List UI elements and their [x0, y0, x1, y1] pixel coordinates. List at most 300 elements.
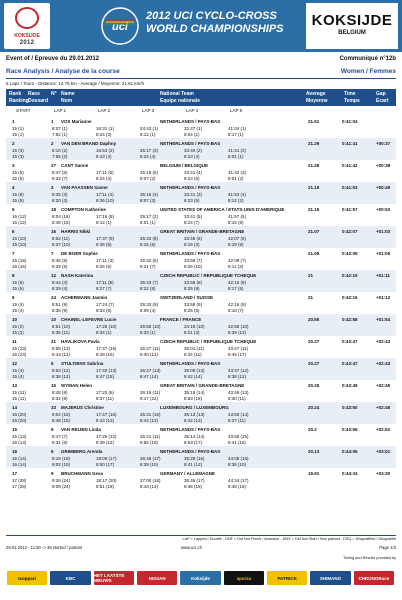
page-title: Race Analysis / Analyse de la course [6, 68, 120, 75]
rider-rank: 13 [12, 383, 18, 388]
rider-rank: 14 [12, 405, 18, 410]
lap1-cumulative: 8:10 (2) [52, 148, 68, 153]
lap2-cumulative: 17:25 (10) [96, 324, 117, 329]
lap4-time: 8:25 (8) [184, 308, 200, 313]
rider-average: 21 [308, 273, 314, 278]
rider-time: 0:43:49 [342, 383, 358, 388]
table-row [6, 248, 396, 270]
start-position: 16 (13) [12, 434, 27, 439]
start-position-2: 16 (13) [12, 440, 27, 445]
header-gap: Gap [376, 91, 386, 97]
rider-team: NETHERLANDS / PAYS-BAS [160, 141, 221, 146]
championship-title [146, 10, 284, 36]
rider-number: 5 [51, 361, 54, 366]
start-position-2: 16 (20) [12, 418, 27, 423]
lap4-time: 8:23 (5) [184, 198, 200, 203]
host-city-logo [306, 3, 398, 49]
lap5-time: 8:17 (5) [228, 286, 244, 291]
rider-name: VAN PAASSEN Sanne [61, 185, 108, 190]
header-team: National Team [160, 91, 194, 97]
lap3-time: 8:16 (5) [140, 242, 156, 247]
sponsor-logo: PATRICK [267, 571, 307, 585]
lap3-cumulative: 25:33 (7) [140, 280, 159, 285]
rider-time: 0:41:04 [342, 119, 358, 124]
subheader-lap-2: LAP 2 [98, 108, 111, 113]
lap2-cumulative: 17:11 (5) [96, 280, 114, 285]
start-position: 16 (15) [12, 258, 27, 263]
header-moyenne: Moyenne [306, 98, 328, 104]
lap5-cumulative: 41:57 (5) [228, 214, 247, 219]
rider-name: VAN REIJEN Linda [61, 427, 101, 432]
rider-average: 21.07 [308, 229, 320, 234]
lap1-time: 8:29 (4) [52, 286, 68, 291]
lap2-cumulative: 18:09 (17) [96, 456, 117, 461]
lap1-time: 9:03 (19) [52, 462, 71, 467]
lap1-time: 7:52 (1) [52, 132, 68, 137]
sponsor-logo: Koksijde [180, 571, 220, 585]
rider-time: 0:42:58 [342, 317, 358, 322]
rider-gap: +01:03 [376, 229, 391, 234]
table-row [6, 358, 396, 380]
rider-rank: 10 [12, 317, 18, 322]
lap1-cumulative: 9:19 (19) [52, 456, 71, 461]
lap4-cumulative: 32:47 (1) [184, 126, 203, 131]
lap5-cumulative: 43:50 (14) [228, 412, 249, 417]
table-row [6, 182, 396, 204]
title-line-1: 2012 UCI CYCLO-CROSS [146, 10, 277, 22]
lap3-time: 8:47 (14) [140, 374, 159, 379]
rider-average: 21.61 [308, 119, 320, 124]
lap4-cumulative: 35:01 (11) [184, 346, 205, 351]
start-position: 17 (28) [12, 478, 27, 483]
lap5-cumulative: 44:34 (17) [228, 478, 249, 483]
rider-rank: 2 [12, 141, 15, 146]
lap5-time: 8:11 (3) [228, 264, 244, 269]
lap3-time: 8:44 (13) [140, 418, 159, 423]
results-table [6, 116, 396, 490]
rider-team: NETHERLANDS / PAYS-BAS [160, 427, 221, 432]
rider-rank: 6 [12, 229, 15, 234]
lap1-time: 8:43 (12) [52, 352, 71, 357]
rider-rank: 16 [12, 449, 18, 454]
rider-team: GREAT BRITAIN / GRANDE-BRETAGNE [160, 383, 245, 388]
rider-gap: +01:11 [376, 273, 390, 278]
cyclist-icon [15, 7, 39, 29]
lap2-time: 8:27 (7) [96, 286, 112, 291]
rider-number: 16 [51, 229, 57, 234]
rider-time: 0:41:42 [342, 163, 358, 168]
header-average: Average [306, 91, 326, 97]
lap5-time: 8:12 (2) [228, 198, 244, 203]
lap2-time: 8:26 (6) [96, 264, 112, 269]
table-header [6, 89, 396, 106]
header-race: Race [28, 91, 40, 97]
timing-credit: Timing and Results provided by [342, 556, 396, 560]
lap1-cumulative: 8:53 (12) [52, 368, 71, 373]
table-row [6, 336, 396, 358]
start-position: 15 (1) [12, 126, 24, 131]
lap3-cumulative: 25:17 (2) [140, 214, 159, 219]
rider-gap: +00:38 [376, 163, 391, 168]
lap2-time: 8:43 (13) [96, 418, 115, 423]
start-position-2: 17 (28) [12, 484, 27, 489]
rider-name: HARRIS Nikki [61, 229, 91, 234]
rider-team: BELGIUM / BELGIQUE [160, 163, 209, 168]
start-position-2: 15 (3) [12, 154, 24, 159]
lap1-time: 8:37 (10) [52, 242, 71, 247]
start-position: 15 (11) [12, 390, 26, 395]
table-row [6, 468, 396, 490]
lap1-cumulative: 8:51 (9) [52, 302, 68, 307]
rider-average: 20.13 [308, 449, 320, 454]
lap1-cumulative: 8:48 (8) [52, 390, 68, 395]
rider-gap: +02:45 [376, 383, 391, 388]
rider-rank: 1 [12, 119, 15, 124]
lap1-time: 8:48 (16) [52, 220, 71, 225]
start-position-2: 15 (8) [12, 198, 24, 203]
rider-average: 19.91 [308, 471, 320, 476]
footer [6, 545, 396, 555]
rider-average: 20.27 [308, 339, 320, 344]
rider-team: FRANCE / FRANCE [160, 317, 202, 322]
rider-number: 24 [51, 295, 57, 300]
rider-average: 20.25 [308, 383, 320, 388]
sponsor-logo: NISSAN [137, 571, 177, 585]
lap4-time: 8:24 (7) [184, 220, 200, 225]
lap2-time: 8:24 (3) [96, 132, 112, 137]
lap4-cumulative: 35:29 (16) [184, 456, 205, 461]
lap1-time: 8:29 (5) [52, 264, 68, 269]
lap3-time: 8:07 (2) [140, 176, 156, 181]
lap5-time: 8:17 (1) [228, 132, 244, 137]
table-row [6, 160, 396, 182]
lap1-time: 8:32 (8) [52, 396, 68, 401]
rider-gap: +02:43 [376, 339, 391, 344]
lap1-time: 8:48 (15) [52, 418, 71, 423]
lap3-time: 8:43 (13) [140, 484, 159, 489]
rider-number: 15 [51, 383, 57, 388]
rider-team: UNITED STATES OF AMERICA / ETATS-UNIS D'AMERIQUE [160, 207, 285, 212]
header-dossard: Dossard [28, 98, 49, 104]
lap3-time: 8:21 (7) [140, 264, 156, 269]
table-row [6, 380, 396, 402]
rider-name: GRIMBERG Arenda [61, 449, 103, 454]
lap1-cumulative: 9:26 (24) [52, 478, 71, 483]
lap2-time: 8:12 (1) [96, 220, 112, 225]
table-row [6, 138, 396, 160]
rider-time: 0:42:07 [342, 229, 358, 234]
lap2-cumulative: 18:17 (20) [96, 478, 117, 483]
lap2-time: 8:47 (15) [96, 374, 115, 379]
lap4-cumulative: 33:58 (9) [184, 302, 203, 307]
lap4-time: 8:46 (15) [184, 484, 203, 489]
start-position: 15 (10) [12, 236, 27, 241]
lap5-time: 8:18 (7) [228, 308, 244, 313]
start-position-2: 15 (11) [12, 396, 26, 401]
start-position: 16 (12) [12, 214, 27, 219]
rider-number: 7 [51, 251, 54, 256]
rider-number: 21 [51, 339, 57, 344]
start-position: 15 (2) [12, 324, 24, 329]
rider-name: COMPTON Katherine [61, 207, 106, 212]
lap3-time: 8:24 (4) [140, 154, 156, 159]
rider-name: CHAINEL-LEFEVRE Lucie [61, 317, 117, 322]
lap3-time: 8:01 (1) [140, 220, 156, 225]
title-line-2: WORLD CHAMPIONSHIPS [146, 23, 284, 35]
start-position-2: 15 (1) [12, 132, 24, 137]
rider-number: 9 [51, 427, 54, 432]
lap3-time: 8:33 (1) [140, 330, 156, 335]
lap3-time: 8:22 (8) [140, 286, 156, 291]
rider-team: NETHERLANDS / PAYS-BAS [160, 361, 221, 366]
lap5-cumulative: 43:47 (11) [228, 346, 249, 351]
start-position-2: 16 (14) [12, 462, 27, 467]
lap3-cumulative: 26:21 (11) [140, 434, 161, 439]
rider-rank: 9 [12, 295, 15, 300]
lap5-time: 8:46 (17) [228, 352, 247, 357]
lap4-time: 8:41 (12) [184, 462, 203, 467]
lap2-cumulative: 17:40 (13) [96, 368, 117, 373]
rider-rank: 8 [12, 273, 15, 278]
rider-average: 20.65 [308, 317, 320, 322]
lap4-cumulative: 33:58 (7) [184, 258, 203, 263]
header-time: Time [344, 91, 356, 97]
rider-name: VAN DEN BRAND Daphny [61, 141, 117, 146]
lap3-cumulative: 25:33 (8) [140, 236, 159, 241]
lap1-time: 9:09 (24) [52, 484, 71, 489]
rider-gap: +00:49 [376, 185, 391, 190]
rider-time: 0:42:15 [342, 273, 358, 278]
lap4-time: 8:25 (9) [184, 286, 200, 291]
lap5-cumulative: 41:42 (3) [228, 170, 247, 175]
rider-average: 20.27 [308, 361, 320, 366]
rider-number: 10 [51, 317, 57, 322]
rider-time: 0:43:50 [342, 405, 358, 410]
lap4-cumulative: 33:41 (4) [184, 170, 203, 175]
rider-gap: +01:54 [376, 317, 391, 322]
rider-rank: 12 [12, 361, 18, 366]
rider-name: HAVLIKOVA Pavla [61, 339, 100, 344]
sponsor-logo: SHIMANO [310, 571, 350, 585]
lap3-cumulative: 27:00 (18) [140, 478, 161, 483]
lap3-cumulative: 26:48 (17) [140, 456, 161, 461]
lap5-cumulative: 42:16 (9) [228, 302, 247, 307]
sponsor-logo: HET LAATSTE NIEUWS [94, 571, 134, 585]
start-position-2: 15 (10) [12, 242, 27, 247]
sponsor-logo: KBC [50, 571, 90, 585]
start-position: 15 (3) [12, 148, 24, 153]
lap2-time: 8:36 (10) [96, 198, 115, 203]
start-position-2: 16 (12) [12, 220, 27, 225]
subheader-start: START [16, 108, 31, 113]
header-number: N° [51, 91, 57, 97]
lap3-cumulative: 25:58 (10) [140, 324, 161, 329]
footer-timestamp: 29.01.2012 - 11:50 -> 38 started / partant [6, 545, 83, 550]
rider-time: 0:41:53 [342, 185, 358, 190]
lap5-cumulative: 41:41 (2) [228, 148, 247, 153]
lap4-cumulative: 35:13 (13) [184, 412, 205, 417]
lap2-cumulative: 17:24 (7) [96, 302, 115, 307]
rider-rank: 15 [12, 427, 18, 432]
lap3-cumulative: 25:18 (4) [140, 192, 159, 197]
rider-rank: 17 [12, 471, 18, 476]
subheader-lap-1: LAP 1 [54, 108, 67, 113]
lap2-cumulative: 17:20 (6) [96, 390, 115, 395]
rider-team: NETHERLANDS / PAYS-BAS [160, 251, 221, 256]
footer-page-number: Page 1/3 [379, 545, 396, 550]
rider-number: 33 [51, 405, 57, 410]
table-row [6, 116, 396, 138]
header-ecart: Ecart [376, 98, 389, 104]
event-logo-year: 2012 [19, 40, 35, 46]
rider-time: 0:44:34 [342, 471, 358, 476]
rider-name: VOS Marianne [61, 119, 92, 124]
subheader-lap-3: LAP 3 [142, 108, 155, 113]
lap2-cumulative: 17:37 (9) [96, 236, 115, 241]
rider-name: BRUCHMANN Gesa [61, 471, 104, 476]
lap3-cumulative: 24:43 (1) [140, 126, 159, 131]
lap5-time: 8:38 (12) [228, 374, 247, 379]
lap5-time: 8:01 (2) [228, 176, 244, 181]
header-banner [0, 0, 402, 52]
lap5-time: 8:01 (1) [228, 154, 244, 159]
lap3-cumulative: 26:27 (13) [140, 368, 161, 373]
lap4-cumulative: 35:46 (17) [184, 478, 205, 483]
lap3-time: 8:12 (1) [140, 132, 156, 137]
sponsor-bar [6, 571, 396, 585]
rider-average: 21.28 [308, 163, 320, 168]
rider-gap: +00:37 [376, 141, 391, 146]
rider-number: 12 [51, 273, 57, 278]
lap2-cumulative: 17:26 (12) [96, 434, 117, 439]
footer-website: www.uci.ch [181, 545, 202, 550]
lap4-time: 8:23 (6) [184, 176, 200, 181]
table-row [6, 402, 396, 424]
table-row [6, 446, 396, 468]
communique-number: Communiqué n°12b [339, 56, 396, 62]
lap2-cumulative: 16:31 (1) [96, 126, 115, 131]
rider-time: 0:42:16 [342, 295, 358, 300]
lap3-cumulative: 25:17 (3) [140, 148, 159, 153]
uci-logo-icon [100, 6, 140, 46]
rider-rank: 3 [12, 163, 15, 168]
lap3-time: 8:39 (10) [140, 462, 159, 467]
event-line [6, 56, 396, 66]
header-ranking: Ranking [9, 98, 29, 104]
start-position-2: 15 (2) [12, 330, 24, 335]
header-name: Name [61, 91, 75, 97]
rider-team: GERMANY / ALLEMAGNE [160, 471, 216, 476]
rider-gap: +03:01 [376, 449, 391, 454]
start-position-2: 16 (23) [12, 352, 27, 357]
table-row [6, 292, 396, 314]
table-row [6, 270, 396, 292]
rider-time: 0:43:56 [342, 427, 358, 432]
lap4-cumulative: 33:40 (2) [184, 148, 203, 153]
lap-subheader [6, 107, 396, 115]
lap5-time: 8:16 (8) [228, 220, 244, 225]
lap4-cumulative: 33:58 (8) [184, 280, 203, 285]
rider-average: 21.19 [308, 185, 320, 190]
sponsor-logo: sporza [224, 571, 264, 585]
category-label: Women / Femmes [340, 68, 396, 75]
lap5-cumulative: 43:49 (13) [228, 390, 249, 395]
header-nom: Nom [61, 98, 73, 104]
start-position-2: 15 (5) [12, 176, 24, 181]
lap4-cumulative: 35:19 (14) [184, 390, 205, 395]
lap2-cumulative: 17:11 (4) [96, 192, 114, 197]
rider-name: ACHERMANN Jasmin [61, 295, 108, 300]
lap2-time: 8:43 (4) [96, 154, 112, 159]
lap5-cumulative: 42:58 (10) [228, 324, 249, 329]
rider-gap: +02:52 [376, 427, 391, 432]
rider-time: 0:42:09 [342, 251, 358, 256]
rider-team: LUXEMBOURG / LUXEMBOURG [160, 405, 229, 410]
rider-time: 0:41:57 [342, 207, 358, 212]
rider-gap: +01:12 [376, 295, 391, 300]
lap4-cumulative: 34:19 (10) [184, 324, 205, 329]
rider-number: 18 [51, 207, 57, 212]
rider-name: CANT Sanne [61, 163, 89, 168]
sponsor-logo: Isoppart [7, 571, 47, 585]
rider-name: NASH Katerina [61, 273, 94, 278]
lap2-cumulative: 17:11 (3) [96, 258, 114, 263]
legend-note: LAP = Lapped / Doublé - DNF = Did Not Finish / Abandon - DNS = Did Not Start / Non partant - DSQ = Disqualified / Disqualifié [6, 535, 396, 541]
lap5-cumulative: 44:05 (16) [228, 456, 249, 461]
rider-rank: 4 [12, 185, 15, 190]
lap5-time: 8:37 (11) [228, 418, 246, 423]
event-logo [4, 3, 50, 49]
subheader-lap-4: LAP 4 [186, 108, 199, 113]
analysis-line [6, 68, 396, 79]
rider-number: 1 [51, 119, 54, 124]
lap4-time: 8:21 (3) [184, 330, 200, 335]
rider-gap: +00:53 [376, 207, 391, 212]
table-row [6, 226, 396, 248]
lap5-time: 8:19 (9) [228, 242, 244, 247]
lap1-cumulative: 8:47 (6) [52, 170, 68, 175]
svg-text:uci: uci [112, 21, 128, 33]
lap3-cumulative: 26:16 (11) [140, 390, 161, 395]
rider-average: 20.24 [308, 405, 320, 410]
event-logo-city: KOKSIJDE [14, 33, 40, 39]
rider-team: NETHERLANDS / PAYS-BAS [160, 185, 221, 190]
rider-average: 21.29 [308, 141, 320, 146]
lap3-time: 9:17 (22) [140, 396, 159, 401]
lap5-time: 8:39 (13) [228, 330, 247, 335]
lap4-time: 8:53 (18) [184, 396, 203, 401]
lap4-cumulative: 35:14 (14) [184, 434, 205, 439]
lap1-time: 8:32 (7) [52, 176, 68, 181]
lap4-time: 8:23 (4) [184, 154, 200, 159]
start-position: 16 (23) [12, 346, 27, 351]
lap3-time: 8:40 (12) [140, 352, 159, 357]
rider-name: DE BOER Sophie [61, 251, 98, 256]
header-equipe: Equipe nationale [160, 98, 201, 104]
lap1-cumulative: 8:45 (5) [52, 258, 68, 263]
lap1-cumulative: 9:04 (15) [52, 412, 71, 417]
lap2-time: 8:34 (1) [96, 330, 112, 335]
start-position: 16 (14) [12, 456, 27, 461]
rider-number: 4 [51, 185, 54, 190]
rider-team: GREAT BRITAIN / GRANDE-BRETAGNE [160, 229, 245, 234]
lap3-time: 8:55 (19) [140, 440, 159, 445]
lap4-time: 8:34 (11) [184, 352, 202, 357]
rider-name: WYMAN Helen [61, 383, 93, 388]
lap1-time: 8:36 (9) [52, 308, 68, 313]
start-position: 15 (5) [12, 170, 24, 175]
lap2-time: 8:51 (18) [96, 484, 115, 489]
